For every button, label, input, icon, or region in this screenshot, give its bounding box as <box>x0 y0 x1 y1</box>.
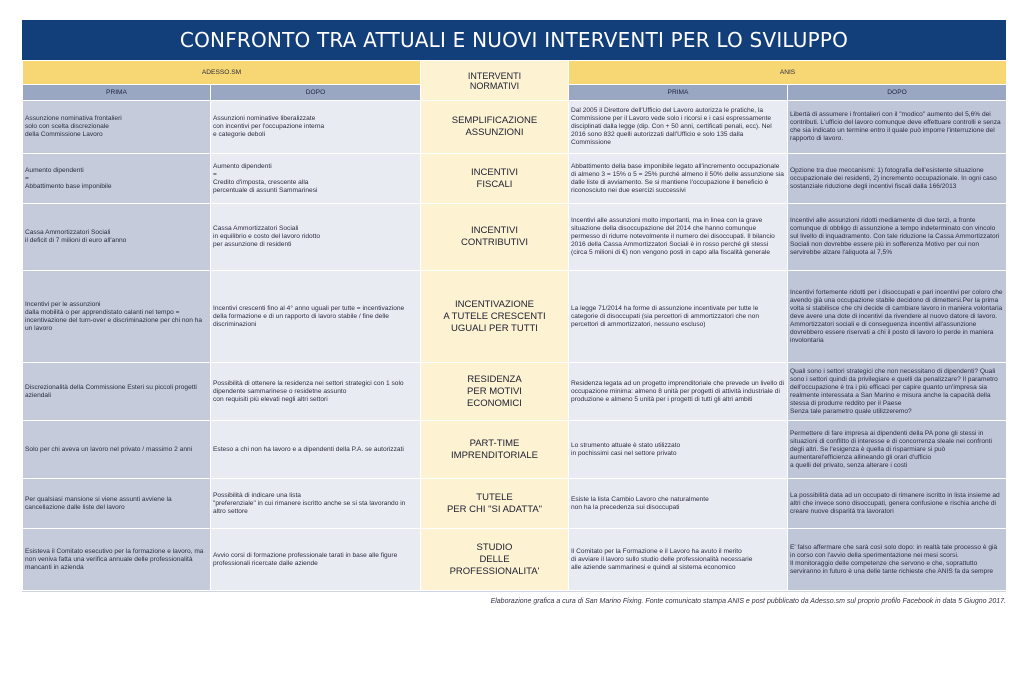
anis-prima-cell: Residenza legata ad un progetto imprenditoriale che prevede un livello di occupazione minima: almeno 8 unità per progetti di attività industriale di produzione e almeno 5 unità per i progetti di tutti gli altri ambiti <box>569 363 788 421</box>
group-header-row <box>23 61 1007 85</box>
adesso-dopo-cell: Esteso a chi non ha lavoro e a dipendenti della P.A. se autorizzati <box>211 421 421 479</box>
anis-dopo-cell: Quali sono i settori strategici che non necessitano di dipendenti? Quali sono i settori quindi da privilegiare e quelli da penalizzare? Il parametro dell'occupazione è tra i più efficaci per capire quanto un'impresa sia realmente interessata a San Marino e misura anche la capacità della stessa di produrre reddito per il Paese Senza tale parametro quale utilizzeremo? <box>788 363 1007 421</box>
adesso-prima-cell: Assunzione nominativa frontalieri solo con scelta discrezionale della Commissione Lavoro <box>23 101 211 154</box>
adesso-header: ADESSO.SM <box>23 61 421 85</box>
intervento-cell: SEMPLIFICAZIONE ASSUNZIONI <box>421 101 569 154</box>
anis-header: ANIS <box>569 61 1007 85</box>
adesso-prima-cell: Solo per chi aveva un lavoro nel privato / massimo 2 anni <box>23 421 211 479</box>
anis-dopo-cell: Incentivi alle assunzioni ridotti mediamente di due terzi, a fronte comunque di obbligo di assunzione a tempo indeterminato con vincolo sul livello di inquadramento. Con tale riduzione la Cassa Ammortizzatori Sociali non dovrebbe essere più in sofferenza Motivo per cui non servirebbe alzare l'aliquota al 7,5% <box>788 204 1007 271</box>
adesso-prima-cell: Per qualsiasi mansione si viene assunti avviene la cancellazione dalle liste del lavoro <box>23 479 211 529</box>
table-row <box>23 204 1007 271</box>
anis-dopo-cell: Opzione tra due meccanismi: 1) fotografia dell'esistente situazione occupazionale dei residenti, 2) incremento occupazionale. In ogni caso sostanziale riduzione degli incentivi fiscali dalla 166/2013 <box>788 154 1007 204</box>
anis-prima-cell: La legge 71/2014 ha forme di assunzione incentivate per tutte le categorie di disoccupati (sia percettori di ammortizzatori che non percettori di ammortizzatori, nessuno escluso) <box>569 271 788 363</box>
adesso-dopo-cell: Cassa Ammortizzatori Sociali in equilibrio e costo del lavoro ridotto per assunzione di residenti <box>211 204 421 271</box>
intervento-cell: INCENTIVAZIONE A TUTELE CRESCENTI UGUALI PER TUTTI <box>421 271 569 363</box>
anis-prima-cell: Abbattimento della base imponibile legato all'incremento occupazionale di almeno 3 = 15% o 5 = 25% purché almeno il 50% delle assunzione sia dalle liste di avviamento. Se si mantiene l'occupazione il beneficio è riconosciuto nei due esercizi successivi <box>569 154 788 204</box>
intervento-cell: TUTELE PER CHI "SI ADATTA" <box>421 479 569 529</box>
intervento-cell: INCENTIVI FISCALI <box>421 154 569 204</box>
prima-left-header: PRIMA <box>23 85 211 101</box>
adesso-dopo-cell: Aumento dipendenti = Credito d'imposta, crescente alla percentuale di assunti Sammarinesi <box>211 154 421 204</box>
adesso-dopo-cell: Possibilità di indicare una lista "preferenziale" in cui rimanere iscritto anche se si sta lavorando in altro settore <box>211 479 421 529</box>
anis-dopo-cell: Permettere di fare impresa ai dipendenti della PA pone gli stessi in situazioni di conflitto di interesse e di concorrenza sleale nei confronti degli altri. Se l'esigenza è quella di risparmiare si può aumentarel'efficienza allineando gli orari d'ufficio a quelli del privato, senza alterare i costi <box>788 421 1007 479</box>
source-credit: Elaborazione grafica a cura di San Marino Fixing. Fonte comunicato stampa ANIS e post pubblicato da Adesso.sm sul proprio profilo Facebook in data 5 Giugno 2017. <box>22 591 1006 612</box>
anis-dopo-cell: E' falso affermare che sarà così solo dopo: in realtà tale processo è già in corso con l'avvio della sperimentazione nei mesi scorsi. Il monitoraggio delle competenze che servono e che, soprattutto serviranno in futuro è una delle tante richieste che ANIS fa da sempre <box>788 529 1007 591</box>
anis-prima-cell: Dal 2005 il Direttore dell'Ufficio del Lavoro autorizza le pratiche, la Commissione per il Lavoro vede solo i ricorsi e i casi espressamente disciplinati dalla legge (dip. Con + 50 anni, certificati penali, ecc). Nel 2016 sono 832 quelli autorizzati dall'Ufficio e solo 135 dalla Commissione <box>569 101 788 154</box>
adesso-dopo-cell: Possibilità di ottenere la residenza nei settori strategici con 1 solo dipendente sammarinese o residetne assunto con requisiti più elevati negli altri settori <box>211 363 421 421</box>
dopo-left-header: DOPO <box>211 85 421 101</box>
comparison-table <box>22 60 1007 591</box>
intervento-cell: PART-TIME IMPRENDITORIALE <box>421 421 569 479</box>
intervento-cell: STUDIO DELLE PROFESSIONALITA' <box>421 529 569 591</box>
anis-prima-cell: Il Comitato per la Formazione e il Lavoro ha avuto il merito di avviare il lavoro sullo studio delle professionalità necessarie alle aziende sammarinesi e quindi al sistema economico <box>569 529 788 591</box>
anis-dopo-cell: Libertà di assumere i frontalieri con il "modico" aumento del 5,6% dei contributi. L'ufficio del lavoro comunque deve effettuare controlli e senza che sia indicato un termine entro il quale può imporre l'interruzione del rapporto di lavoro. <box>788 101 1007 154</box>
adesso-dopo-cell: Assunzioni nominative liberalizzate con incentivi per l'occupazione interna e categorie deboli <box>211 101 421 154</box>
adesso-prima-cell: Aumento dipendenti = Abbattimento base imponibile <box>23 154 211 204</box>
table-row <box>23 363 1007 421</box>
page-title: CONFRONTO TRA ATTUALI E NUOVI INTERVENTI PER LO SVILUPPO <box>22 20 1006 60</box>
adesso-prima-cell: Discrezionalità della Commissione Esteri su piccoli progetti aziendali <box>23 363 211 421</box>
table-row <box>23 154 1007 204</box>
interventi-header: INTERVENTI NORMATIVI <box>421 61 569 101</box>
adesso-prima-cell: Cassa Ammortizzatori Sociali il deficit di 7 milioni di euro all'anno <box>23 204 211 271</box>
prima-right-header: PRIMA <box>569 85 788 101</box>
anis-prima-cell: Esiste la lista Cambio Lavoro che naturalmente non ha la precedenza sui disoccupati <box>569 479 788 529</box>
adesso-dopo-cell: Avvio corsi di formazione professionale tarati in base alle figure professionali ricercate dalle aziende <box>211 529 421 591</box>
anis-prima-cell: Lo strumento attuale è stato utilizzato in pochissimi casi nel settore privato <box>569 421 788 479</box>
comparison-infographic <box>22 20 1006 614</box>
table-row <box>23 479 1007 529</box>
anis-dopo-cell: La possibilità data ad un occupato di rimanere iscritto in lista insieme ad altri che invece sono disoccupati, genera confusione e rischia anche di creare nuove disparità tra lavoratori <box>788 479 1007 529</box>
intervento-cell: INCENTIVI CONTRIBUTIVI <box>421 204 569 271</box>
table-row <box>23 421 1007 479</box>
anis-prima-cell: Incentivi alle assunzioni molto importanti, ma in linea con la grave situazione della disoccupazione del 2014 che hanno comunque permesso di ridurre notevolmente il numero dei disoccupati. Il bilancio 2016 della Cassa Ammortizzatori Sociali è in rosso perché gli stessi (circa 5 milioni di €) non vengono posti in capo alla fiscalità generale <box>569 204 788 271</box>
table-row <box>23 529 1007 591</box>
dopo-right-header: DOPO <box>788 85 1007 101</box>
anis-dopo-cell: Incentivi fortemente ridotti per i disoccupati e pari incentivi per coloro che avendo già una occupazione stabile decidono di dimettersi.Per la prima volta si stabilisce che chi decide di cambiare lavoro in maniera volontaria deve avere una dote di incentivi da rivendere al nuovo datore di lavoro. Ammortizzatori sociali e di conseguenza incentivi all'assunzione dovrebbero essere riservati a chi il posto di lavoro lo perde in maniera involontaria <box>788 271 1007 363</box>
intervento-cell: RESIDENZA PER MOTIVI ECONOMICI <box>421 363 569 421</box>
adesso-dopo-cell: Incentivi crescenti fino al 4° anno uguali per tutte = incentivazione della formazione e di un rapporto di lavoro stabile / fine delle discriminazioni <box>211 271 421 363</box>
adesso-prima-cell: Incentivi per le assunzioni dalla mobilità o per apprendistato calanti nel tempo = incentivazione del turn-over e discriminazione per chi non ha un lavoro <box>23 271 211 363</box>
table-row <box>23 271 1007 363</box>
table-row <box>23 101 1007 154</box>
adesso-prima-cell: Esisteva il Comitato esecutivo per la formazione e lavoro, ma non veniva fatta una verifica annuale delle professionalità mancanti in azienda <box>23 529 211 591</box>
